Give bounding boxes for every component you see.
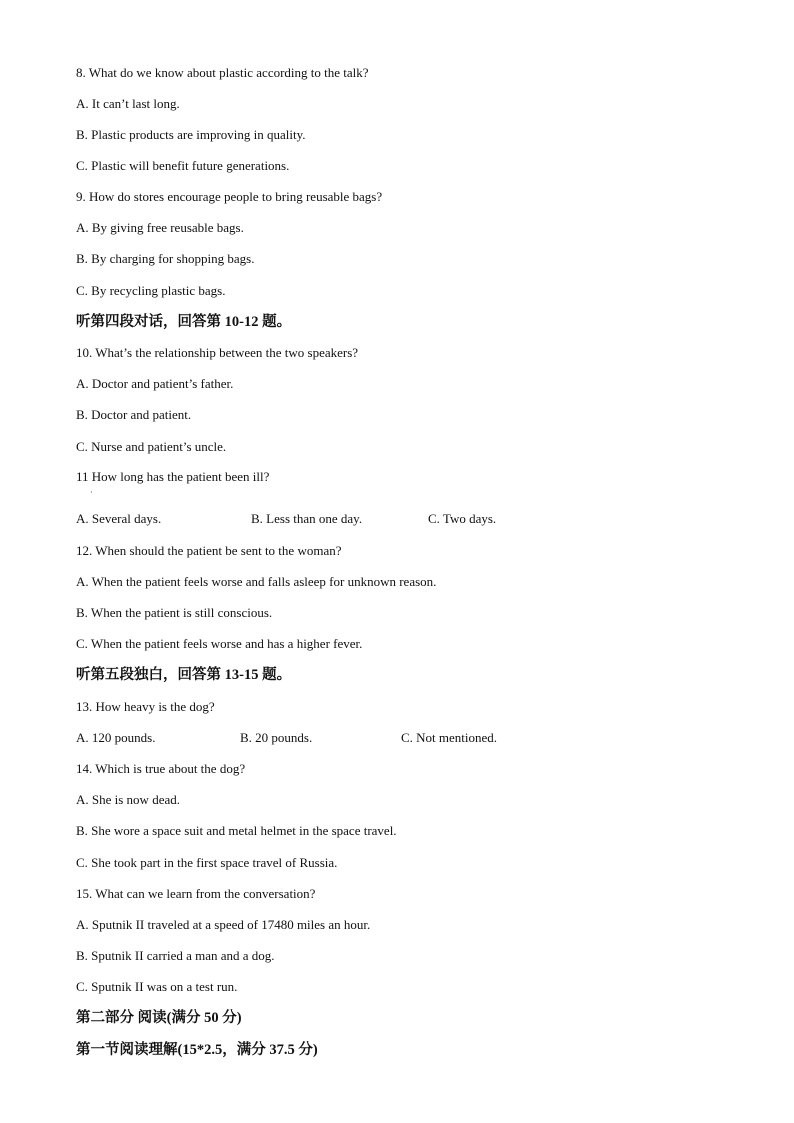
question-15-option-b: B. Sputnik II carried a man and a dog. xyxy=(76,948,275,963)
question-10-option-b: B. Doctor and patient. xyxy=(76,407,192,422)
question-11-option-b: B. Less than one day. xyxy=(251,511,363,526)
question-14-option-c: C. She took part in the first space travel of Russia. xyxy=(76,855,338,870)
question-8-option-a: A. It can’t last long. xyxy=(76,96,180,111)
question-9-option-a: A. By giving free reusable bags. xyxy=(76,220,244,235)
question-12-option-b: B. When the patient is still conscious. xyxy=(76,605,273,620)
section-5-heading: 听第五段独白，回答第 13-15 题。 xyxy=(76,667,292,683)
question-11-option-c: C. Two days. xyxy=(428,511,497,526)
question-9-option-c: C. By recycling plastic bags. xyxy=(76,283,226,298)
question-10-option-a: A. Doctor and patient’s father. xyxy=(76,376,234,391)
part-2-heading: 第二部分 阅读(满分 50 分) xyxy=(76,1010,242,1026)
question-15-option-c: C. Sputnik II was on a test run. xyxy=(76,979,238,994)
question-14-option-b: B. She wore a space suit and metal helmet in the space travel. xyxy=(76,823,397,838)
question-8-option-c: C. Plastic will benefit future generations. xyxy=(76,158,290,173)
question-10-option-c: C. Nurse and patient’s uncle. xyxy=(76,439,227,454)
question-15-stem: 15. What can we learn from the conversation? xyxy=(76,886,316,901)
question-11-option-a: A. Several days. xyxy=(76,511,162,526)
question-10-stem: 10. What’s the relationship between the two speakers? xyxy=(76,345,359,360)
question-12-stem: 12. When should the patient be sent to the woman? xyxy=(76,543,342,558)
question-12-option-c: C. When the patient feels worse and has a higher fever. xyxy=(76,636,363,651)
question-9-stem: 9. How do stores encourage people to bring reusable bags? xyxy=(76,189,383,204)
question-15-option-a: A. Sputnik II traveled at a speed of 17480 miles an hour. xyxy=(76,917,371,932)
stray-dot-mark: · xyxy=(90,488,93,497)
question-9-option-b: B. By charging for shopping bags. xyxy=(76,251,255,266)
question-14-option-a: A. She is now dead. xyxy=(76,792,180,807)
question-11-stem: 11 How long has the patient been ill? xyxy=(76,469,270,484)
section-4-heading: 听第四段对话，回答第 10-12 题。 xyxy=(76,314,292,330)
section-1-heading: 第一节阅读理解(15*2.5，满分 37.5 分) xyxy=(76,1042,318,1058)
question-14-stem: 14. Which is true about the dog? xyxy=(76,761,246,776)
question-13-option-c: C. Not mentioned. xyxy=(401,730,498,745)
question-12-option-a: A. When the patient feels worse and falls asleep for unknown reason. xyxy=(76,574,437,589)
question-13-option-a: A. 120 pounds. xyxy=(76,730,156,745)
question-8-option-b: B. Plastic products are improving in quality. xyxy=(76,127,306,142)
question-8-stem: 8. What do we know about plastic according to the talk? xyxy=(76,65,369,80)
question-13-option-b: B. 20 pounds. xyxy=(240,730,313,745)
question-13-stem: 13. How heavy is the dog? xyxy=(76,699,215,714)
